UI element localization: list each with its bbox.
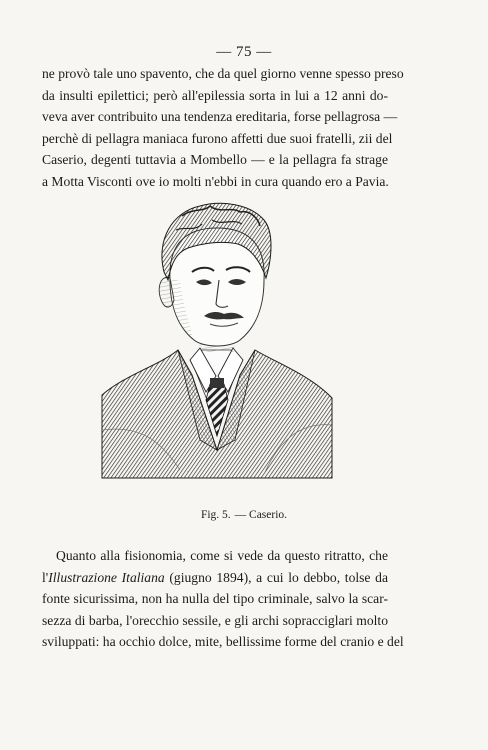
journal-title: Illustrazione Italiana xyxy=(48,569,165,585)
figure-caption xyxy=(0,509,488,521)
text-line: Caserio, degenti tuttavia a Mombello — e la pellagra fa strage xyxy=(42,152,388,167)
paragraph-bottom xyxy=(42,545,404,653)
text-line: sviluppati: ha occhio dolce, mite, bellissime forme del cranio e del xyxy=(42,634,404,649)
text-line: sezza di barba, l'orecchio sessile, e gli archi sopracciglari molto xyxy=(42,612,388,628)
text-line: Quanto alla fisionomia, come si vede da questo ritratto, che xyxy=(56,548,388,563)
figure-number: Fig. 5. xyxy=(200,509,231,521)
portrait-engraving xyxy=(100,200,334,486)
paragraph-top xyxy=(42,63,404,192)
figure-caption-text: — Caserio. xyxy=(234,509,288,521)
text-line: ne provò tale uno spavento, che da quel giorno venne spesso preso xyxy=(42,66,404,81)
text-line: a Motta Visconti ove io molti n'ebbi in cura quando ero a Pavia. xyxy=(42,173,389,189)
text-line xyxy=(42,567,388,589)
text-line: perchè di pellagra maniaca furono affetti due suoi fratelli, zii del xyxy=(42,130,393,146)
text-fragment: l' xyxy=(42,569,49,585)
text-fragment: (giugno 1894), a cui lo debbo, tolse da xyxy=(164,569,388,585)
text-line: fonte sicurissima, non ha nulla del tipo criminale, salvo la scar- xyxy=(42,591,388,606)
text-line: veva aver contribuito una tendenza ereditaria, forse pellagrosa — xyxy=(42,109,398,124)
page-number: — 75 — xyxy=(216,44,272,60)
text-line: da insulti epilettici; però all'epilessia sorta in lui a 12 anni do- xyxy=(42,87,388,103)
